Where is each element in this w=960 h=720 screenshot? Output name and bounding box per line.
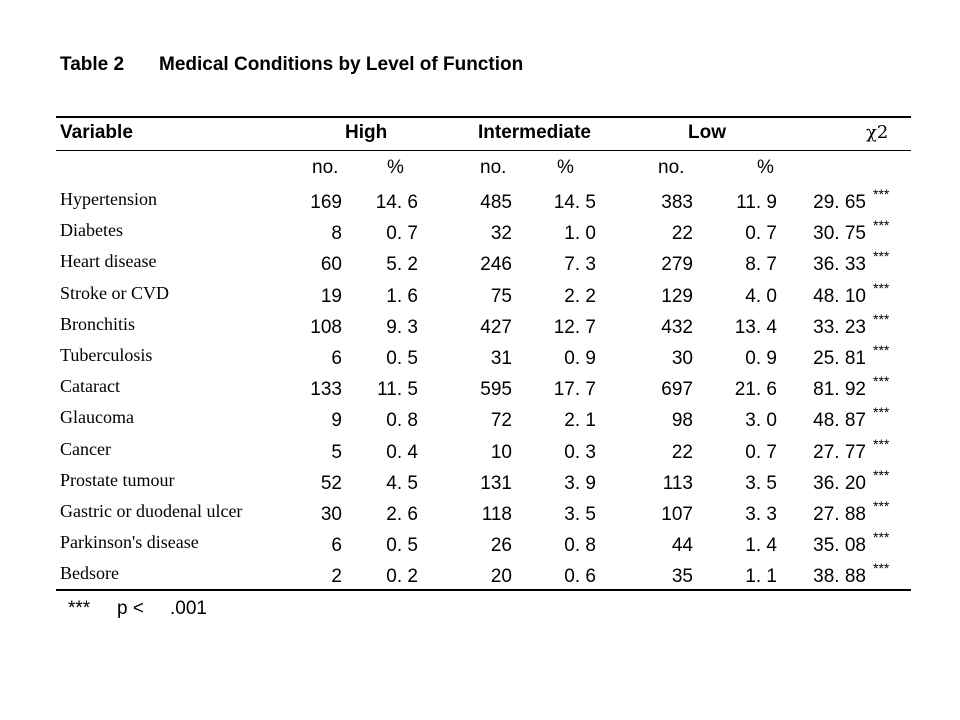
cell-intermediate-no: 26	[490, 535, 512, 556]
footnote-stars: ***	[68, 598, 91, 619]
cell-intermediate-no: 427	[480, 317, 512, 338]
cell-high-pct: 9. 3	[386, 317, 418, 338]
cell-low-pct: 0. 7	[745, 442, 777, 463]
top-rule	[56, 116, 911, 118]
row-label: Bedsore	[60, 563, 119, 583]
cell-high-pct: 0. 5	[386, 348, 418, 369]
cell-high-no: 8	[331, 223, 342, 244]
cell-high-pct: 4. 5	[386, 473, 418, 494]
cell-intermediate-no: 595	[480, 379, 512, 400]
row-label: Hypertension	[60, 189, 157, 209]
cell-chi-square: 25. 81	[813, 348, 866, 369]
header-high: High	[345, 122, 388, 143]
cell-low-pct: 1. 1	[745, 566, 777, 587]
cell-low-no: 30	[671, 348, 693, 369]
significance-stars: ***	[873, 560, 890, 576]
cell-high-pct: 0. 5	[386, 535, 418, 556]
header-chi-square: χ2	[866, 122, 889, 143]
cell-low-pct: 3. 0	[745, 410, 777, 431]
significance-stars: ***	[873, 311, 890, 327]
cell-intermediate-pct: 17. 7	[553, 379, 596, 400]
cell-high-no: 9	[331, 410, 342, 431]
cell-high-no: 2	[331, 566, 342, 587]
cell-chi-square: 27. 88	[813, 504, 866, 525]
cell-low-pct: 11. 9	[736, 192, 777, 213]
header-intermediate: Intermediate	[478, 122, 591, 143]
cell-chi-square: 36. 20	[813, 473, 866, 494]
significance-stars: ***	[873, 529, 890, 545]
row-label: Tuberculosis	[60, 345, 153, 365]
cell-low-no: 129	[661, 286, 693, 307]
cell-chi-square: 27. 77	[813, 442, 866, 463]
cell-intermediate-no: 10	[490, 442, 512, 463]
cell-high-no: 169	[310, 192, 342, 213]
row-label: Parkinson's disease	[60, 532, 199, 552]
subheader-intermediate-no: no.	[480, 157, 507, 178]
cell-high-pct: 0. 2	[386, 566, 418, 587]
cell-low-no: 279	[661, 254, 693, 275]
cell-high-no: 60	[320, 254, 342, 275]
cell-high-pct: 2. 6	[386, 504, 418, 525]
cell-intermediate-pct: 3. 5	[564, 504, 596, 525]
significance-stars: ***	[873, 186, 890, 202]
cell-high-no: 133	[310, 379, 342, 400]
cell-high-pct: 0. 7	[386, 223, 418, 244]
table-label: Table 2	[60, 54, 125, 75]
cell-high-pct: 11. 5	[377, 379, 418, 400]
cell-intermediate-no: 118	[481, 504, 512, 525]
header-low: Low	[688, 122, 726, 143]
cell-low-pct: 13. 4	[734, 317, 777, 338]
cell-intermediate-no: 20	[490, 566, 512, 587]
cell-chi-square: 30. 75	[813, 223, 866, 244]
subheader-high-no: no.	[312, 157, 339, 178]
cell-high-no: 19	[320, 286, 342, 307]
subheader-low-pct: %	[757, 157, 774, 178]
cell-intermediate-pct: 14. 5	[553, 192, 596, 213]
bottom-rule	[56, 589, 911, 591]
cell-low-no: 22	[671, 223, 693, 244]
cell-low-pct: 3. 5	[745, 473, 777, 494]
cell-high-no: 30	[320, 504, 342, 525]
row-label: Bronchitis	[60, 314, 135, 334]
cell-intermediate-no: 72	[490, 410, 512, 431]
cell-high-pct: 1. 6	[386, 286, 418, 307]
cell-high-pct: 0. 4	[386, 442, 418, 463]
significance-stars: ***	[873, 342, 890, 358]
cell-intermediate-pct: 7. 3	[564, 254, 596, 275]
cell-intermediate-pct: 12. 7	[553, 317, 596, 338]
footnote-value: .001	[170, 598, 207, 619]
cell-low-pct: 4. 0	[745, 286, 777, 307]
significance-stars: ***	[873, 248, 890, 264]
significance-stars: ***	[873, 280, 890, 296]
row-label: Diabetes	[60, 220, 123, 240]
cell-intermediate-pct: 2. 1	[564, 410, 596, 431]
cell-intermediate-pct: 0. 6	[564, 566, 596, 587]
cell-high-pct: 5. 2	[386, 254, 418, 275]
cell-low-no: 107	[661, 504, 693, 525]
header-rule	[56, 150, 911, 151]
row-label: Cancer	[60, 439, 111, 459]
significance-stars: ***	[873, 436, 890, 452]
subheader-intermediate-pct: %	[557, 157, 574, 178]
cell-high-no: 6	[331, 535, 342, 556]
cell-intermediate-pct: 1. 0	[564, 223, 596, 244]
significance-stars: ***	[873, 404, 890, 420]
cell-chi-square: 81. 92	[813, 379, 866, 400]
row-label: Stroke or CVD	[60, 283, 169, 303]
table-title-text: Medical Conditions by Level of Function	[159, 54, 524, 75]
header-variable: Variable	[60, 122, 133, 143]
cell-intermediate-pct: 2. 2	[564, 286, 596, 307]
cell-low-no: 697	[661, 379, 693, 400]
cell-chi-square: 35. 08	[813, 535, 866, 556]
cell-high-no: 5	[331, 442, 342, 463]
cell-low-pct: 0. 7	[745, 223, 777, 244]
cell-low-no: 113	[662, 473, 693, 494]
cell-chi-square: 33. 23	[813, 317, 866, 338]
cell-intermediate-pct: 0. 8	[564, 535, 596, 556]
cell-low-no: 383	[661, 192, 693, 213]
cell-low-pct: 1. 4	[745, 535, 777, 556]
cell-high-pct: 0. 8	[386, 410, 418, 431]
cell-low-pct: 8. 7	[745, 254, 777, 275]
significance-stars: ***	[873, 467, 890, 483]
row-label: Prostate tumour	[60, 470, 175, 490]
cell-intermediate-pct: 0. 9	[564, 348, 596, 369]
cell-low-no: 98	[671, 410, 693, 431]
cell-chi-square: 36. 33	[813, 254, 866, 275]
significance-stars: ***	[873, 217, 890, 233]
cell-low-no: 22	[671, 442, 693, 463]
cell-intermediate-no: 32	[490, 223, 512, 244]
cell-low-pct: 3. 3	[745, 504, 777, 525]
row-label: Glaucoma	[60, 407, 134, 427]
cell-low-no: 35	[671, 566, 693, 587]
significance-stars: ***	[873, 498, 890, 514]
cell-intermediate-no: 485	[480, 192, 512, 213]
cell-chi-square: 48. 10	[813, 286, 866, 307]
cell-chi-square: 48. 87	[813, 410, 866, 431]
cell-high-pct: 14. 6	[375, 192, 418, 213]
cell-intermediate-no: 31	[490, 348, 512, 369]
cell-high-no: 108	[310, 317, 342, 338]
cell-low-no: 44	[671, 535, 693, 556]
row-label: Heart disease	[60, 251, 157, 271]
significance-stars: ***	[873, 373, 890, 389]
cell-high-no: 52	[320, 473, 342, 494]
cell-chi-square: 29. 65	[813, 192, 866, 213]
cell-low-no: 432	[661, 317, 693, 338]
cell-low-pct: 0. 9	[745, 348, 777, 369]
subheader-high-pct: %	[387, 157, 404, 178]
footnote-text: p <	[117, 598, 144, 619]
row-label: Cataract	[60, 376, 120, 396]
cell-intermediate-no: 246	[480, 254, 512, 275]
cell-intermediate-no: 75	[490, 286, 512, 307]
cell-chi-square: 38. 88	[813, 566, 866, 587]
cell-high-no: 6	[331, 348, 342, 369]
cell-low-pct: 21. 6	[734, 379, 777, 400]
cell-intermediate-pct: 3. 9	[564, 473, 596, 494]
row-label: Gastric or duodenal ulcer	[60, 501, 243, 521]
cell-intermediate-no: 131	[480, 473, 512, 494]
subheader-low-no: no.	[658, 157, 685, 178]
cell-intermediate-pct: 0. 3	[564, 442, 596, 463]
